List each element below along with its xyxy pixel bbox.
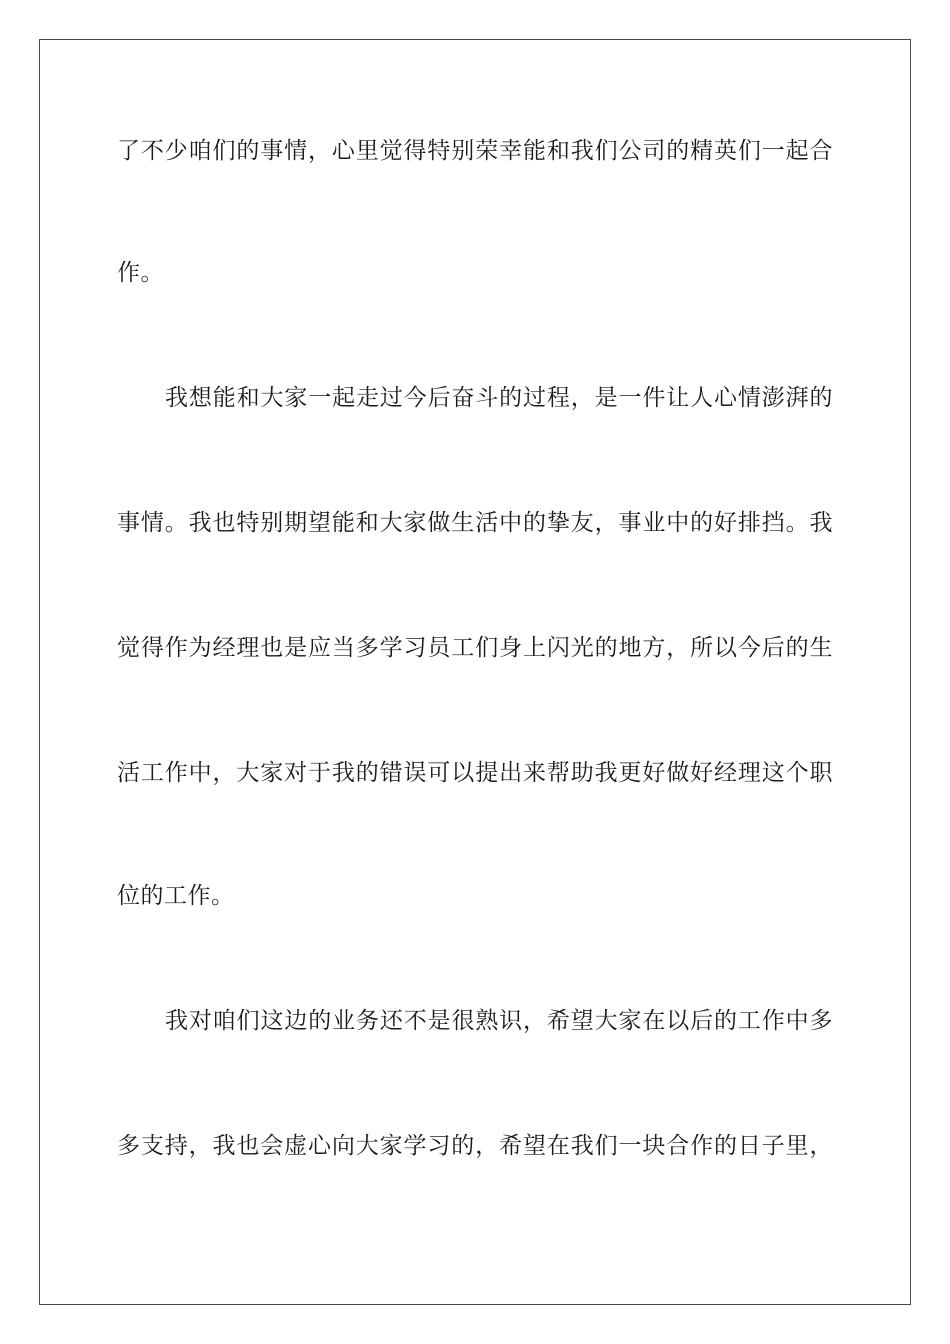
text-line: 活工作中，大家对于我的错误可以提出来帮助我更好做好经理这个职	[117, 760, 833, 786]
text-line: 了不少咱们的事情，心里觉得特别荣幸能和我们公司的精英们一起合	[117, 138, 833, 164]
text-line: 作。	[117, 260, 164, 286]
paragraph-first-line: 我想能和大家一起走过今后奋斗的过程，是一件让人心情澎湃的	[165, 385, 833, 411]
page-border	[39, 39, 911, 1305]
text-line: 多支持，我也会虚心向大家学习的，希望在我们一块合作的日子里，	[117, 1133, 833, 1159]
paragraph-first-line: 我对咱们这边的业务还不是很熟识，希望大家在以后的工作中多	[165, 1008, 833, 1034]
text-line: 位的工作。	[117, 883, 235, 909]
text-line: 事情。我也特别期望能和大家做生活中的挚友，事业中的好排挡。我	[117, 510, 833, 536]
text-line: 觉得作为经理也是应当多学习员工们身上闪光的地方，所以今后的生	[117, 635, 833, 661]
